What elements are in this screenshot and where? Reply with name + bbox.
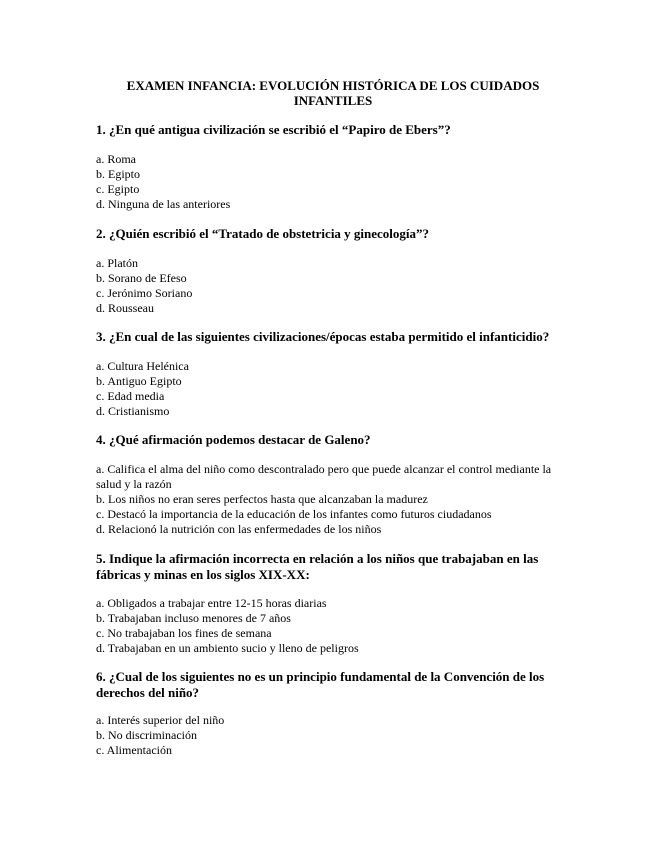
option-2a: a. Platón [96,256,138,270]
option-1b: b. Egipto [96,167,140,181]
option-1d: d. Ninguna de las anteriores [96,197,231,211]
option-2b: b. Sorano de Efeso [96,271,187,285]
option-3b: b. Antiguo Egipto [96,374,182,388]
option-5d: d. Trabajaban en un ambiento sucio y lleno de peligros [96,641,359,655]
option-5a: a. Obligados a trabajar entre 12-15 horas diarias [96,596,327,610]
question-4: 4. ¿Qué afirmación podemos destacar de Galeno? [96,432,371,447]
question-6: 6. ¿Cual de los siguientes no es un principio fundamental de la Convención de los derechos del niño? [96,669,545,700]
options-6 [96,713,566,758]
options-5 [96,596,566,656]
option-6b: b. No discriminación [96,728,197,742]
option-4c: c. Destacó la importancia de la educación de los infantes como futuros ciudadanos [96,507,492,521]
options-1 [96,152,566,212]
question-1: 1. ¿En qué antigua civilización se escribió el “Papiro de Ebers”? [96,122,451,137]
option-5b: b. Trabajaban incluso menores de 7 años [96,611,291,625]
options-3 [96,359,566,419]
options-2 [96,256,566,316]
option-5c: c. No trabajaban los fines de semana [96,626,272,640]
option-1a: a. Roma [96,152,136,166]
question-2: 2. ¿Quién escribió el “Tratado de obstetricia y ginecología”? [96,226,430,241]
option-3a: a. Cultura Helénica [96,359,189,373]
option-2c: c. Jerónimo Soriano [96,286,193,300]
question-3: 3. ¿En cual de las siguientes civilizaciones/épocas estaba permitido el infanticidio? [96,329,550,344]
option-4b: b. Los niños no eran seres perfectos hasta que alcanzaban la madurez [96,492,428,506]
exam-title: EXAMEN INFANCIA: EVOLUCIÓN HISTÓRICA DE LOS CUIDADOS INFANTILES [126,78,540,108]
option-2d: d. Rousseau [96,301,154,315]
option-1c: c. Egipto [96,182,140,196]
option-4a: a. Califica el alma del niño como descontralado pero que puede alcanzar el control mediante la salud y la razón [96,462,552,491]
options-4 [96,462,566,537]
option-6c: c. Alimentación [96,743,172,757]
option-4d: d. Relacionó la nutrición con las enfermedades de los niños [96,522,382,536]
option-3d: d. Cristianismo [96,404,170,418]
question-5: 5. Indique la afirmación incorrecta en relación a los niños que trabajaban en las fábricas y minas en los siglos XIX-XX: [96,551,539,582]
option-6a: a. Interés superior del niño [96,713,225,727]
option-3c: c. Edad media [96,389,165,403]
